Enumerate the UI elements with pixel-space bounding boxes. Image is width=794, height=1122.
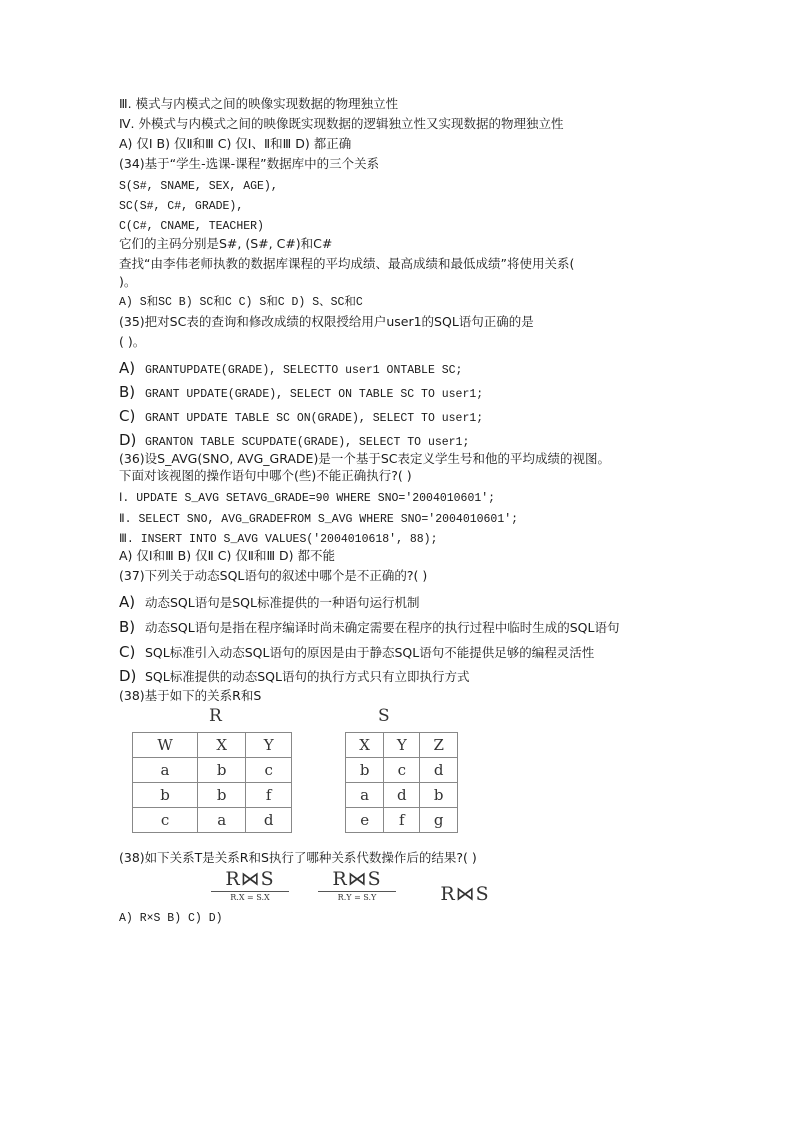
option-text: GRANTON TABLE SCUPDATE(GRADE), SELECT TO user1; bbox=[145, 436, 470, 449]
table-cell: c bbox=[133, 808, 198, 833]
table-row bbox=[346, 783, 458, 808]
q37-option-b bbox=[119, 617, 619, 636]
join-option-b bbox=[211, 868, 289, 902]
table-cell: d bbox=[384, 783, 420, 808]
column-header: Z bbox=[420, 733, 458, 758]
join-symbol: R⋈S bbox=[440, 883, 490, 905]
table-cell: b bbox=[198, 758, 246, 783]
option-letter: B) bbox=[119, 618, 136, 636]
option-text: GRANTUPDATE(GRADE), SELECTTO user1 ONTABLE SC; bbox=[145, 364, 463, 377]
q33-options: A) 仅Ⅰ B) 仅Ⅱ和Ⅲ C) 仅Ⅰ、Ⅱ和Ⅲ D) 都正确 bbox=[119, 136, 352, 151]
option-letter: A) bbox=[119, 593, 136, 611]
q38-options: A) R×S B) C) D) bbox=[119, 912, 223, 925]
q36-options: A) 仅Ⅰ和Ⅲ B) 仅Ⅱ C) 仅Ⅱ和Ⅲ D) 都不能 bbox=[119, 548, 336, 563]
join-symbol: R⋈S bbox=[332, 868, 382, 890]
q34-stem: (34)基于“学生-选课-课程”数据库中的三个关系 bbox=[119, 156, 380, 171]
table-cell: b bbox=[198, 783, 246, 808]
join-condition: R.X = S.X bbox=[211, 891, 289, 902]
relation-sc-schema: SC(S#, C#, GRADE), bbox=[119, 200, 244, 213]
table-cell: a bbox=[198, 808, 246, 833]
join-option-c bbox=[318, 868, 396, 902]
q35-option-b bbox=[119, 382, 483, 401]
q38-stem: (38)基于如下的关系R和S bbox=[119, 688, 262, 703]
column-header: X bbox=[198, 733, 246, 758]
option-letter: A) bbox=[119, 359, 136, 377]
q36-statement-iii: Ⅲ. INSERT INTO S_AVG VALUES('2004010618', 88); bbox=[119, 533, 438, 546]
q35-option-a bbox=[119, 358, 462, 377]
relation-s-table bbox=[345, 732, 458, 833]
option-text: 动态SQL语句是SQL标准提供的一种语句运行机制 bbox=[145, 595, 420, 610]
relation-s-schema: S(S#, SNAME, SEX, AGE), bbox=[119, 180, 278, 193]
q35-option-d bbox=[119, 430, 469, 449]
join-symbol: R⋈S bbox=[225, 868, 275, 890]
option-letter: B) bbox=[119, 383, 136, 401]
table-row bbox=[346, 758, 458, 783]
q35-stem: (35)把对SC表的查询和修改成绩的权限授给用户user1的SQL语句正确的是 bbox=[119, 314, 534, 329]
join-condition: R.Y = S.Y bbox=[318, 891, 396, 902]
q37-option-d bbox=[119, 666, 469, 685]
table-cell: g bbox=[420, 808, 458, 833]
option-text: 动态SQL语句是指在程序编译时尚未确定需要在程序的执行过程中临时生成的SQL语句 bbox=[145, 620, 620, 635]
q38-question: (38)如下关系T是关系R和S执行了哪种关系代数操作后的结果?( ) bbox=[119, 850, 477, 865]
q35-stem-end: ( )。 bbox=[119, 334, 146, 349]
table-cell: c bbox=[246, 758, 292, 783]
q37-option-a bbox=[119, 592, 419, 611]
column-header: X bbox=[346, 733, 384, 758]
option-letter: D) bbox=[119, 667, 137, 685]
q36-statement-ii: Ⅱ. SELECT SNO, AVG_GRADEFROM S_AVG WHERE SNO='2004010601'; bbox=[119, 513, 519, 526]
option-letter: C) bbox=[119, 407, 136, 425]
q36-stem: (36)设S_AVG(SNO, AVG_GRADE)是一个基于SC表定义学生号和他的平均成绩的视图。 bbox=[119, 451, 610, 466]
table-cell: f bbox=[384, 808, 420, 833]
column-header: Y bbox=[384, 733, 420, 758]
table-cell: a bbox=[133, 758, 198, 783]
q34-options: A) S和SC B) SC和C C) S和C D) S、SC和C bbox=[119, 296, 363, 309]
q37-stem: (37)下列关于动态SQL语句的叙述中哪个是不正确的?( ) bbox=[119, 568, 428, 583]
q34-query: 查找“由李伟老师执教的数据库课程的平均成绩、最高成绩和最低成绩”将使用关系( bbox=[119, 256, 575, 271]
relation-s-title: S bbox=[378, 706, 390, 726]
table-cell: d bbox=[246, 808, 292, 833]
table-cell: c bbox=[384, 758, 420, 783]
table-cell: d bbox=[420, 758, 458, 783]
table-cell: e bbox=[346, 808, 384, 833]
option-text: GRANT UPDATE TABLE SC ON(GRADE), SELECT TO user1; bbox=[145, 412, 484, 425]
option-letter: C) bbox=[119, 643, 136, 661]
relation-r-table bbox=[132, 732, 292, 833]
relation-c-schema: C(C#, CNAME, TEACHER) bbox=[119, 220, 264, 233]
column-header: W bbox=[133, 733, 198, 758]
option-text: SQL标准提供的动态SQL语句的执行方式只有立即执行方式 bbox=[145, 669, 470, 684]
table-cell: b bbox=[346, 758, 384, 783]
table-cell: f bbox=[246, 783, 292, 808]
option-text: GRANT UPDATE(GRADE), SELECT ON TABLE SC TO user1; bbox=[145, 388, 484, 401]
option-letter: D) bbox=[119, 431, 137, 449]
q37-option-c bbox=[119, 642, 594, 661]
table-row bbox=[133, 808, 292, 833]
table-cell: b bbox=[133, 783, 198, 808]
table-cell: b bbox=[420, 783, 458, 808]
join-option-d bbox=[425, 883, 505, 905]
table-cell: a bbox=[346, 783, 384, 808]
relation-r-title: R bbox=[209, 706, 222, 726]
primary-keys: 它们的主码分别是S#, (S#, C#)和C# bbox=[119, 236, 333, 251]
column-header: Y bbox=[246, 733, 292, 758]
table-row bbox=[133, 758, 292, 783]
table-header-row bbox=[346, 733, 458, 758]
q36-question: 下面对该视图的操作语句中哪个(些)不能正确执行?( ) bbox=[119, 468, 412, 483]
statement-iii: Ⅲ. 模式与内模式之间的映像实现数据的物理独立性 bbox=[119, 96, 399, 111]
q34-query-end: )。 bbox=[119, 274, 137, 289]
table-row bbox=[346, 808, 458, 833]
statement-iv: Ⅳ. 外模式与内模式之间的映像既实现数据的逻辑独立性又实现数据的物理独立性 bbox=[119, 116, 564, 131]
table-header-row bbox=[133, 733, 292, 758]
q35-option-c bbox=[119, 406, 483, 425]
q36-statement-i: Ⅰ. UPDATE S_AVG SETAVG_GRADE=90 WHERE SNO='2004010601'; bbox=[119, 492, 496, 505]
option-text: SQL标准引入动态SQL语句的原因是由于静态SQL语句不能提供足够的编程灵活性 bbox=[145, 645, 595, 660]
table-row bbox=[133, 783, 292, 808]
